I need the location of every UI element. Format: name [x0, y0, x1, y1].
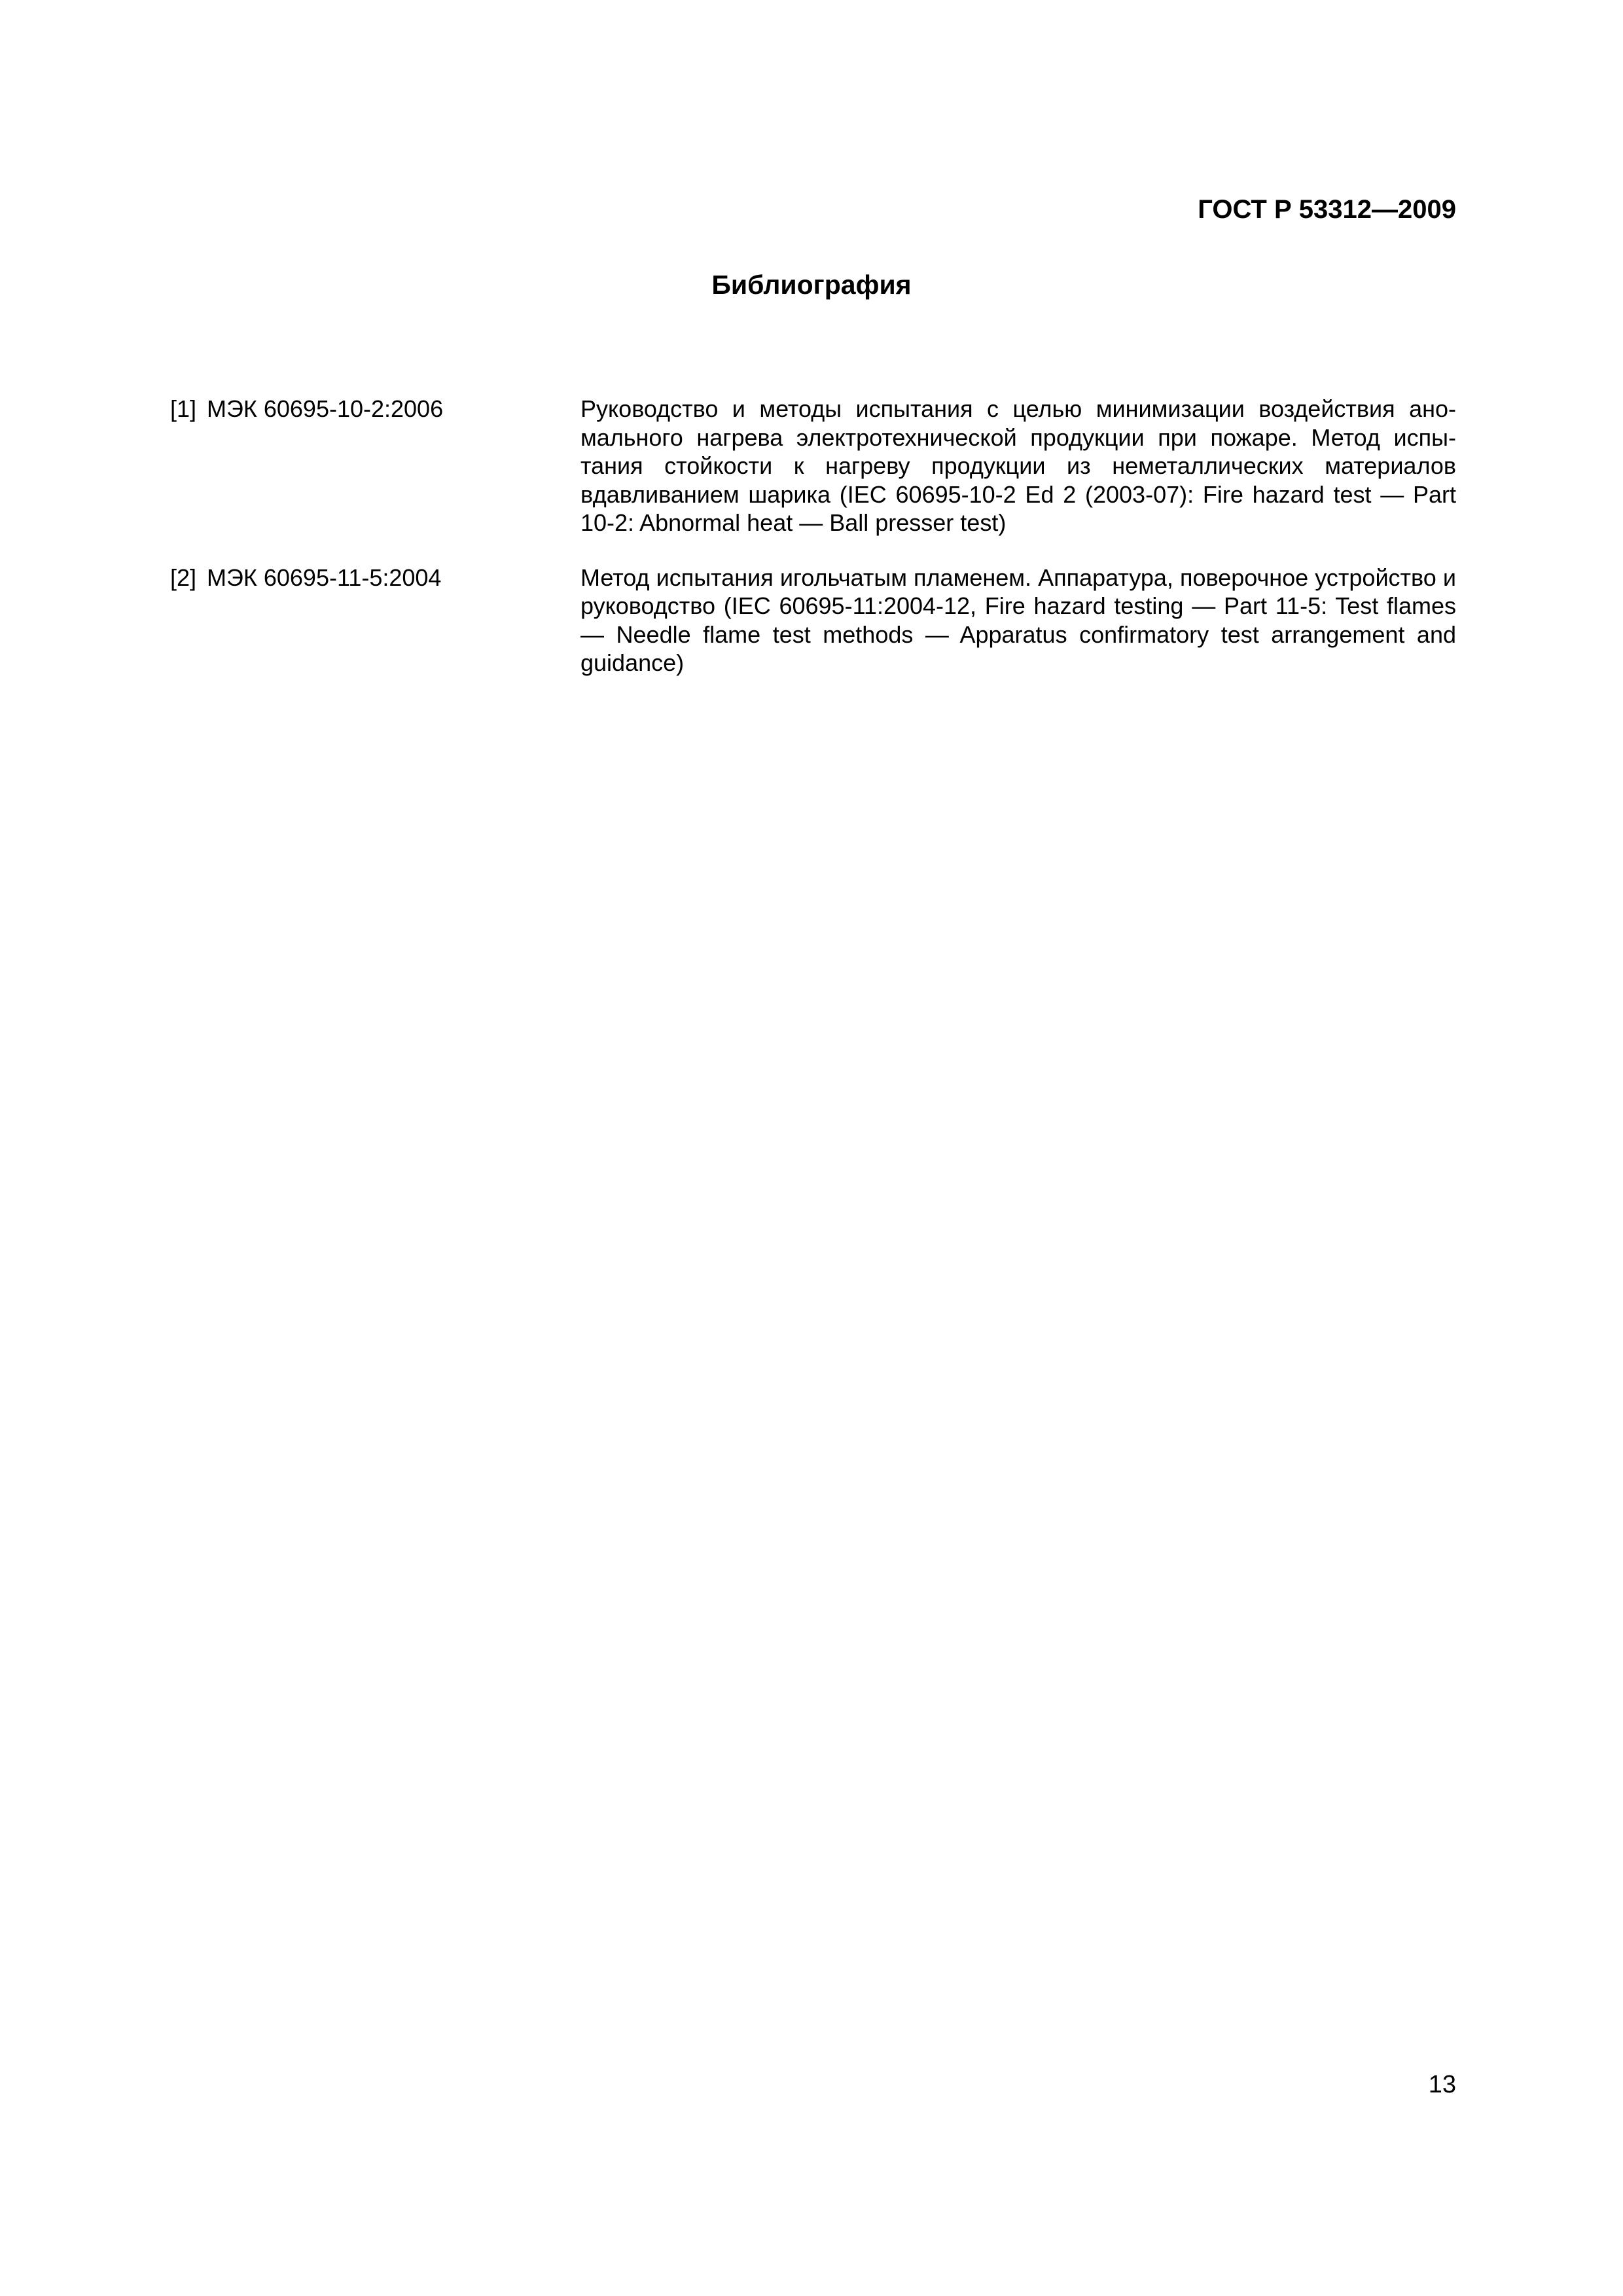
bibliography-standard-id: МЭК 60695-11-5:2004	[207, 564, 442, 591]
bibliography-description: Метод испытания игольчатым пламенем. Аппаратура, поверочное устройство и руководство (IEC 60695-11:2004-12, Fire hazard testing — Part 11-5: Test flames — Needle flame test methods — Apparatus confirmatory test arrangement and guidance)	[580, 564, 1456, 676]
bibliography-entry-2	[170, 564, 1456, 677]
bibliography-reference	[170, 395, 580, 423]
bibliography-standard-id: МЭК 60695-10-2:2006	[207, 395, 444, 422]
bibliography-number: [1]	[170, 395, 197, 422]
standard-code-header: ГОСТ Р 53312—2009	[1198, 195, 1456, 224]
bibliography-reference	[170, 564, 580, 592]
bibliography-description: Руководство и методы испытания с целью минимизации воздействия аномального нагрева электротехнической продукции при пожаре. Метод испытания стойкости к нагреву продукции из неметаллических материалов вдавливанием шарика (IEC 60695-10-2 Ed 2 (2003-07): Fire hazard test — Part 10-2: Abnormal heat — Ball presser test)	[580, 395, 1456, 536]
section-title-bibliography: Библиография	[711, 270, 912, 300]
bibliography-number: [2]	[170, 564, 197, 591]
bibliography-list	[170, 395, 1456, 704]
page-number: 13	[1428, 2071, 1456, 2098]
bibliography-entry-1	[170, 395, 1456, 537]
